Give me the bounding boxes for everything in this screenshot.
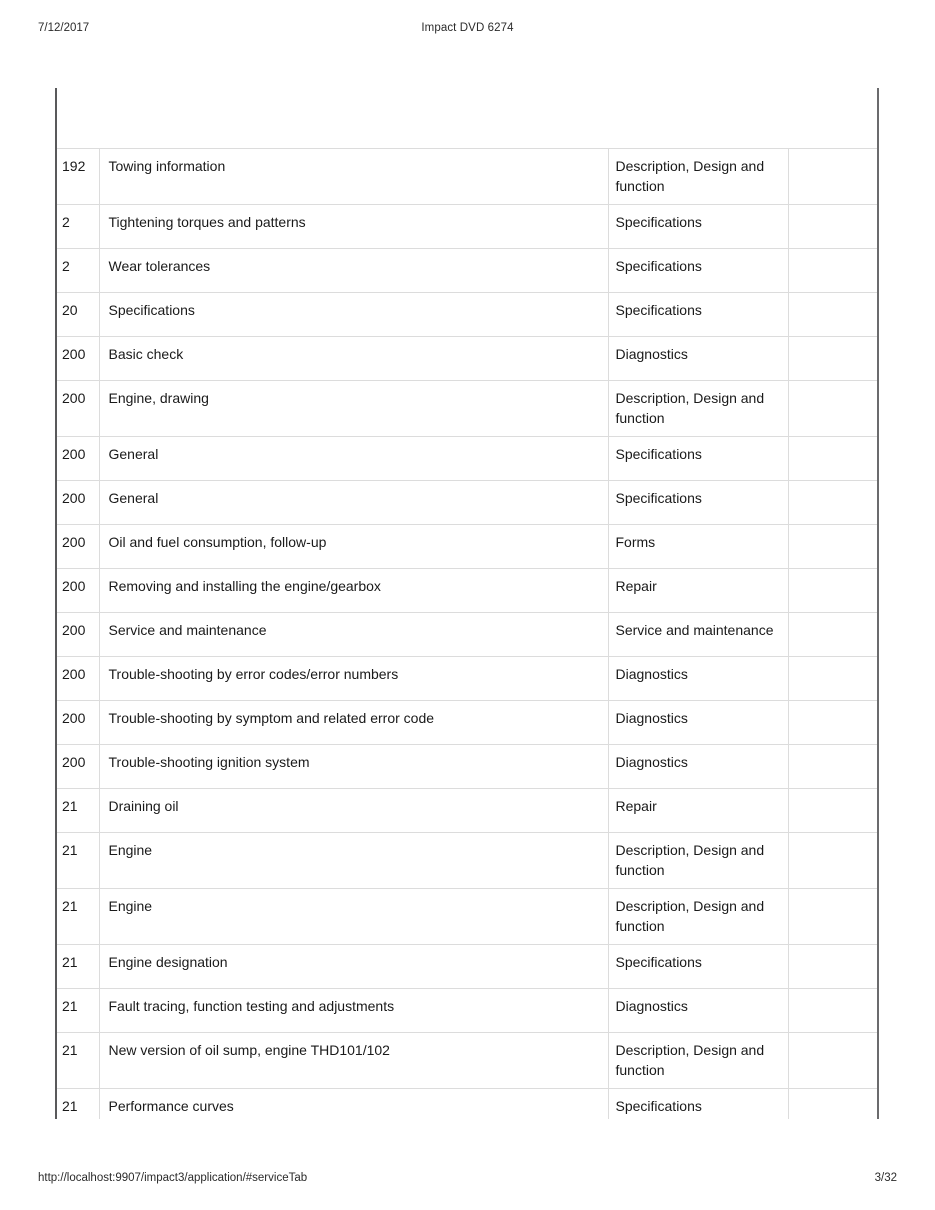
cell-page-number: 2	[57, 204, 99, 248]
table-row	[57, 612, 877, 656]
cell-title: Engine designation	[99, 944, 608, 988]
table-row	[57, 292, 877, 336]
table-row	[57, 888, 877, 944]
cell-type: Repair	[608, 788, 788, 832]
cell-extra	[788, 1088, 877, 1119]
header-cell-extra	[788, 88, 877, 148]
cell-title: Trouble-shooting by symptom and related error code	[99, 700, 608, 744]
cell-extra	[788, 944, 877, 988]
table-row	[57, 568, 877, 612]
table-row	[57, 700, 877, 744]
print-header-date: 7/12/2017	[38, 22, 90, 34]
cell-page-number: 21	[57, 788, 99, 832]
cell-title: Specifications	[99, 292, 608, 336]
cell-title: Basic check	[99, 336, 608, 380]
table-row	[57, 944, 877, 988]
cell-extra	[788, 292, 877, 336]
table-row	[57, 204, 877, 248]
cell-page-number: 21	[57, 944, 99, 988]
cell-type: Repair	[608, 568, 788, 612]
table-row	[57, 436, 877, 480]
table-row	[57, 336, 877, 380]
cell-type: Specifications	[608, 436, 788, 480]
cell-title: New version of oil sump, engine THD101/102	[99, 1032, 608, 1088]
cell-type: Specifications	[608, 248, 788, 292]
cell-type: Description, Design and function	[608, 148, 788, 204]
cell-title: Removing and installing the engine/gearbox	[99, 568, 608, 612]
print-header	[0, 22, 935, 38]
cell-title: Draining oil	[99, 788, 608, 832]
cell-extra	[788, 988, 877, 1032]
cell-extra	[788, 656, 877, 700]
index-table	[57, 88, 877, 1119]
table-row	[57, 988, 877, 1032]
header-cell-title	[99, 88, 608, 148]
cell-extra	[788, 1032, 877, 1088]
cell-page-number: 200	[57, 336, 99, 380]
table-row	[57, 480, 877, 524]
cell-page-number: 20	[57, 292, 99, 336]
index-table-container	[55, 88, 879, 1119]
cell-type: Specifications	[608, 292, 788, 336]
cell-title: Engine	[99, 888, 608, 944]
cell-title: General	[99, 480, 608, 524]
cell-type: Diagnostics	[608, 336, 788, 380]
print-footer-page-indicator: 3/32	[874, 1172, 897, 1184]
table-row	[57, 1088, 877, 1119]
cell-extra	[788, 148, 877, 204]
print-footer	[0, 1172, 935, 1188]
cell-title: Wear tolerances	[99, 248, 608, 292]
cell-extra	[788, 744, 877, 788]
cell-extra	[788, 568, 877, 612]
cell-title: Engine	[99, 832, 608, 888]
cell-page-number: 200	[57, 744, 99, 788]
cell-page-number: 200	[57, 612, 99, 656]
table-row	[57, 744, 877, 788]
cell-type: Service and maintenance	[608, 612, 788, 656]
cell-page-number: 21	[57, 1088, 99, 1119]
index-table-body	[57, 88, 877, 1119]
print-header-title: Impact DVD 6274	[421, 22, 514, 34]
cell-type: Specifications	[608, 480, 788, 524]
cell-page-number: 200	[57, 700, 99, 744]
cell-page-number: 200	[57, 656, 99, 700]
cell-type: Specifications	[608, 1088, 788, 1119]
table-row	[57, 788, 877, 832]
cell-page-number: 21	[57, 888, 99, 944]
cell-type: Diagnostics	[608, 656, 788, 700]
cell-type: Specifications	[608, 944, 788, 988]
cell-extra	[788, 700, 877, 744]
table-row	[57, 656, 877, 700]
cell-type: Specifications	[608, 204, 788, 248]
cell-page-number: 21	[57, 988, 99, 1032]
header-cell-page	[57, 88, 99, 148]
cell-extra	[788, 832, 877, 888]
cell-extra	[788, 380, 877, 436]
cell-title: Performance curves	[99, 1088, 608, 1119]
cell-page-number: 200	[57, 524, 99, 568]
table-row	[57, 1032, 877, 1088]
cell-page-number: 200	[57, 380, 99, 436]
cell-title: Towing information	[99, 148, 608, 204]
cell-page-number: 200	[57, 568, 99, 612]
cell-page-number: 2	[57, 248, 99, 292]
table-row	[57, 832, 877, 888]
cell-page-number: 21	[57, 832, 99, 888]
cell-page-number: 192	[57, 148, 99, 204]
cell-extra	[788, 204, 877, 248]
cell-title: Service and maintenance	[99, 612, 608, 656]
print-footer-url: http://localhost:9907/impact3/application/#serviceTab	[38, 1172, 308, 1184]
cell-extra	[788, 788, 877, 832]
cell-extra	[788, 612, 877, 656]
cell-type: Diagnostics	[608, 744, 788, 788]
cell-title: Engine, drawing	[99, 380, 608, 436]
cell-type: Description, Design and function	[608, 832, 788, 888]
cell-title: Fault tracing, function testing and adjustments	[99, 988, 608, 1032]
table-row	[57, 248, 877, 292]
table-header-row	[57, 88, 877, 148]
cell-type: Forms	[608, 524, 788, 568]
cell-page-number: 200	[57, 480, 99, 524]
cell-extra	[788, 436, 877, 480]
cell-page-number: 200	[57, 436, 99, 480]
cell-extra	[788, 248, 877, 292]
table-row	[57, 380, 877, 436]
cell-type: Description, Design and function	[608, 888, 788, 944]
cell-extra	[788, 336, 877, 380]
cell-type: Description, Design and function	[608, 1032, 788, 1088]
header-cell-type	[608, 88, 788, 148]
cell-title: Oil and fuel consumption, follow-up	[99, 524, 608, 568]
table-row	[57, 148, 877, 204]
cell-title: General	[99, 436, 608, 480]
cell-type: Description, Design and function	[608, 380, 788, 436]
cell-page-number: 21	[57, 1032, 99, 1088]
cell-extra	[788, 888, 877, 944]
cell-type: Diagnostics	[608, 700, 788, 744]
cell-title: Trouble-shooting ignition system	[99, 744, 608, 788]
cell-title: Trouble-shooting by error codes/error numbers	[99, 656, 608, 700]
cell-type: Diagnostics	[608, 988, 788, 1032]
cell-extra	[788, 524, 877, 568]
cell-extra	[788, 480, 877, 524]
table-row	[57, 524, 877, 568]
cell-title: Tightening torques and patterns	[99, 204, 608, 248]
